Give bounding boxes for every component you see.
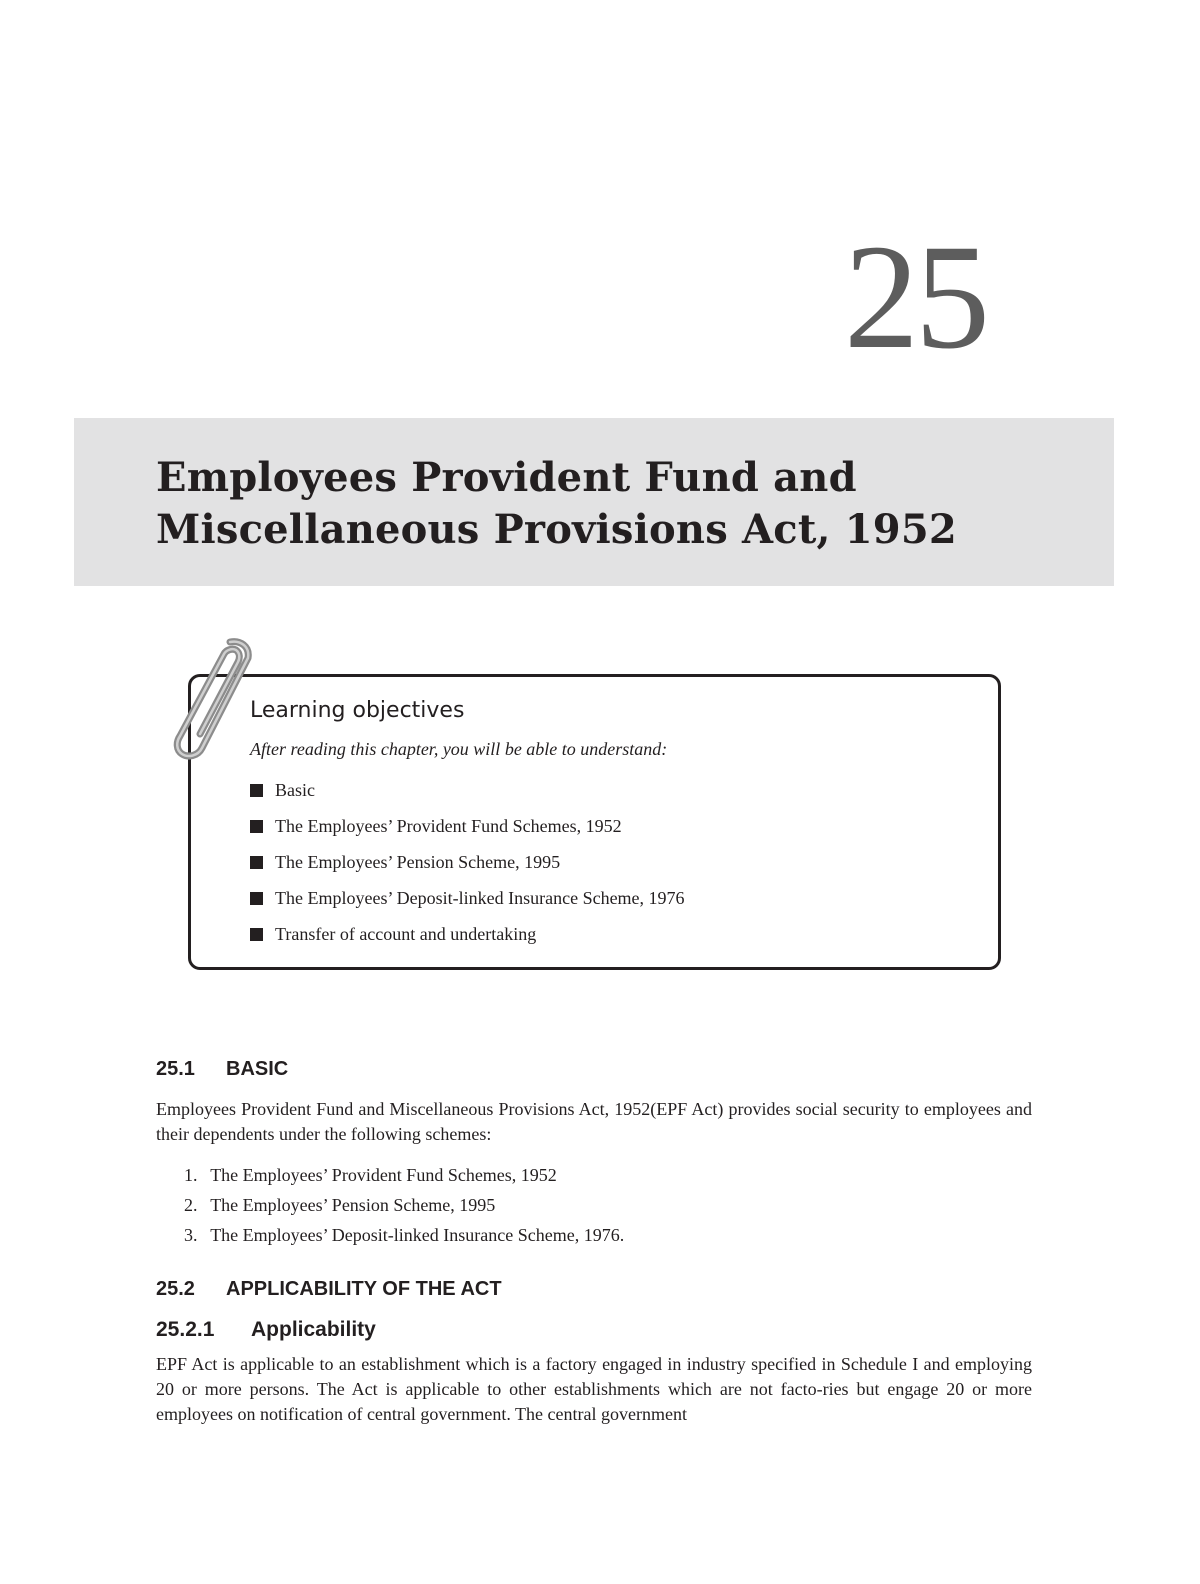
- section-heading-applicability: [156, 1278, 502, 1301]
- objective-text: The Employees’ Provident Fund Schemes, 1952: [275, 816, 622, 836]
- objective-text: The Employees’ Pension Scheme, 1995: [275, 852, 561, 872]
- square-bullet-icon: [250, 928, 263, 941]
- objective-text: Transfer of account and undertaking: [275, 924, 537, 944]
- learning-objectives-intro: After reading this chapter, you will be able to understand:: [250, 739, 668, 759]
- list-item: [250, 808, 685, 844]
- scheme-text: The Employees’ Provident Fund Schemes, 1952: [210, 1165, 557, 1185]
- section-title: BASIC: [226, 1058, 289, 1080]
- applicability-paragraph: EPF Act is applicable to an establishment which is a factory engaged in industry specified in Schedule I and employing 20 or more persons. The Act is applicable to other establishments which are not facto-ries but engage 20 or more employees on notification of central government. The central government: [156, 1354, 1032, 1424]
- subsection-title: Applicability: [251, 1318, 376, 1341]
- section-number: 25.2: [156, 1278, 195, 1300]
- objective-text: The Employees’ Deposit-linked Insurance Scheme, 1976: [275, 888, 685, 908]
- chapter-title: [156, 452, 1056, 556]
- list-number: 3.: [184, 1225, 198, 1245]
- list-item: [250, 916, 685, 952]
- chapter-title-line-1: Employees Provident Fund and: [156, 454, 857, 501]
- list-item: [184, 1220, 624, 1250]
- list-number: 1.: [184, 1165, 198, 1185]
- list-item: [250, 844, 685, 880]
- square-bullet-icon: [250, 892, 263, 905]
- paperclip-icon: [168, 636, 258, 760]
- section-heading-basic: [156, 1058, 288, 1081]
- list-item: [184, 1160, 624, 1190]
- list-number: 2.: [184, 1195, 198, 1215]
- subsection-heading-applicability: [156, 1318, 376, 1342]
- learning-objectives-heading: Learning objectives: [250, 698, 465, 723]
- list-item: [184, 1190, 624, 1220]
- square-bullet-icon: [250, 820, 263, 833]
- chapter-number: 25: [844, 214, 986, 380]
- square-bullet-icon: [250, 856, 263, 869]
- schemes-list: [184, 1160, 624, 1250]
- learning-objectives-list: [250, 772, 685, 952]
- scheme-text: The Employees’ Pension Scheme, 1995: [210, 1195, 496, 1215]
- objective-text: Basic: [275, 780, 315, 800]
- scheme-text: The Employees’ Deposit-linked Insurance Scheme, 1976.: [210, 1225, 625, 1245]
- section-number: 25.1: [156, 1058, 195, 1080]
- section-title: APPLICABILITY OF THE ACT: [226, 1278, 502, 1300]
- subsection-number: 25.2.1: [156, 1318, 215, 1341]
- list-item: [250, 880, 685, 916]
- square-bullet-icon: [250, 784, 263, 797]
- basic-paragraph: Employees Provident Fund and Miscellaneous Provisions Act, 1952(EPF Act) provides social security to employees and their dependents under the following schemes:: [156, 1099, 1032, 1144]
- chapter-title-line-2: Miscellaneous Provisions Act, 1952: [156, 506, 957, 553]
- list-item: [250, 772, 685, 808]
